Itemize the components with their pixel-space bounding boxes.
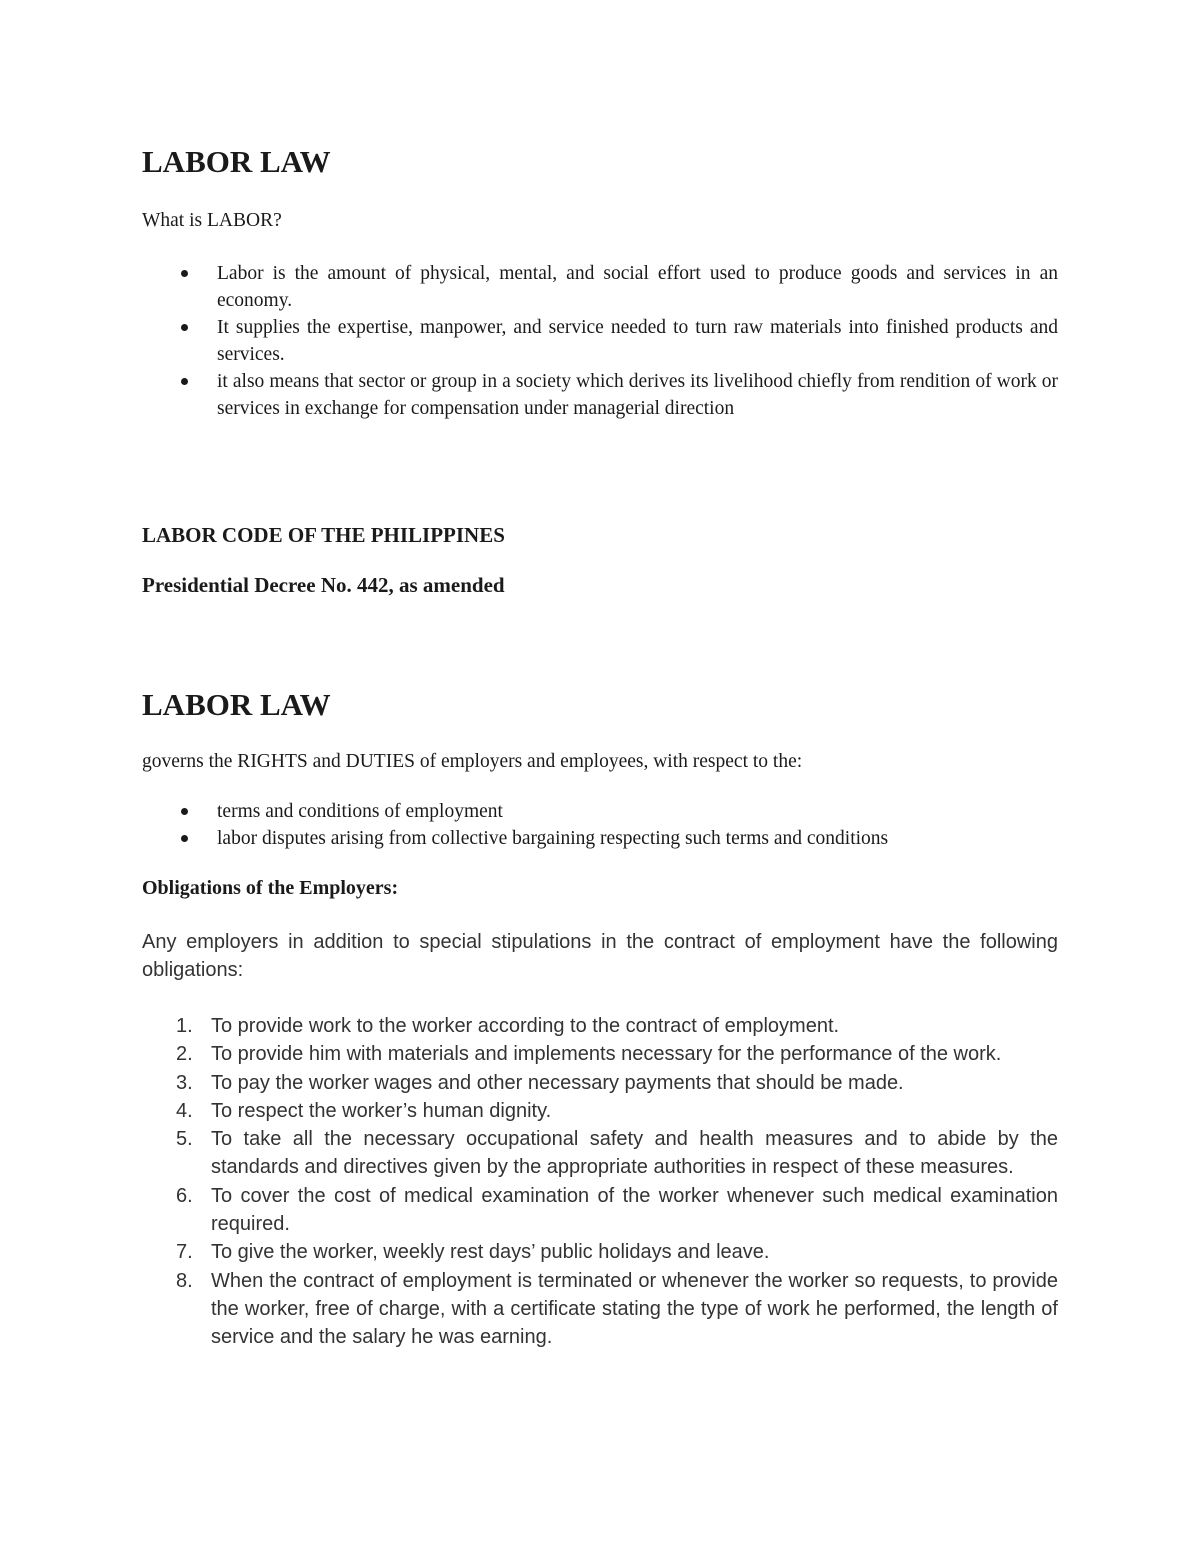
section3-intro: governs the RIGHTS and DUTIES of employers and employees, with respect to the: (142, 751, 803, 772)
section3-title: LABOR LAW (142, 687, 331, 722)
list-item: it also means that sector or group in a society which derives its livelihood chiefly from rendition of work or services in exchange for compensation under managerial direction (142, 368, 1058, 422)
list-item (142, 1040, 1058, 1068)
item-text: To respect the worker’s human dignity. (211, 1099, 552, 1122)
item-number: 7. (176, 1241, 193, 1264)
list-item: Labor is the amount of physical, mental, and social effort used to produce goods and services in an economy. (142, 260, 1058, 314)
item-text: When the contract of employment is terminated or whenever the worker so requests, to provide the worker, free of charge, with a certificate stating the type of work he performed, the length of service and the salary he was earning. (211, 1269, 1058, 1349)
item-text: To give the worker, weekly rest days’ public holidays and leave. (211, 1241, 770, 1264)
list-item (142, 1125, 1058, 1182)
list-item: labor disputes arising from collective bargaining respecting such terms and conditions (142, 825, 1058, 852)
list-item (142, 1069, 1058, 1097)
list-item (142, 1097, 1058, 1125)
section1-bullet-list (142, 260, 1058, 422)
item-text: To provide him with materials and implements necessary for the performance of the work. (211, 1043, 1002, 1066)
section3-bullet-list (142, 798, 1058, 852)
list-item (142, 1267, 1058, 1352)
list-item (142, 1182, 1058, 1239)
list-item: terms and conditions of employment (142, 798, 1058, 825)
item-number: 6. (176, 1184, 193, 1207)
item-text: To take all the necessary occupational safety and health measures and to abide by the standards and directives given by the appropriate authorities in respect of these measures. (211, 1128, 1058, 1179)
obligations-list (142, 1012, 1058, 1352)
list-item (142, 1238, 1058, 1266)
section2-subtitle: Presidential Decree No. 442, as amended (142, 573, 505, 597)
item-number: 8. (176, 1269, 193, 1292)
obligations-intro: Any employers in addition to special stipulations in the contract of employment have the following obligations: (142, 931, 1058, 981)
section1-title: LABOR LAW (142, 144, 331, 179)
item-number: 1. (176, 1015, 193, 1037)
section2-title: LABOR CODE OF THE PHILIPPINES (142, 523, 505, 547)
item-number: 3. (176, 1071, 193, 1094)
item-text: To pay the worker wages and other necessary payments that should be made. (211, 1071, 904, 1094)
item-text: To provide work to the worker according to the contract of employment. (211, 1015, 840, 1037)
item-number: 2. (176, 1043, 193, 1066)
list-item (142, 1012, 1058, 1040)
section1-question: What is LABOR? (142, 210, 282, 231)
item-number: 4. (176, 1099, 193, 1122)
item-text: To cover the cost of medical examination of the worker whenever such medical examination required. (211, 1184, 1058, 1236)
obligations-heading: Obligations of the Employers: (142, 877, 399, 899)
list-item: It supplies the expertise, manpower, and service needed to turn raw materials into finished products and services. (142, 314, 1058, 368)
item-number: 5. (176, 1128, 193, 1151)
